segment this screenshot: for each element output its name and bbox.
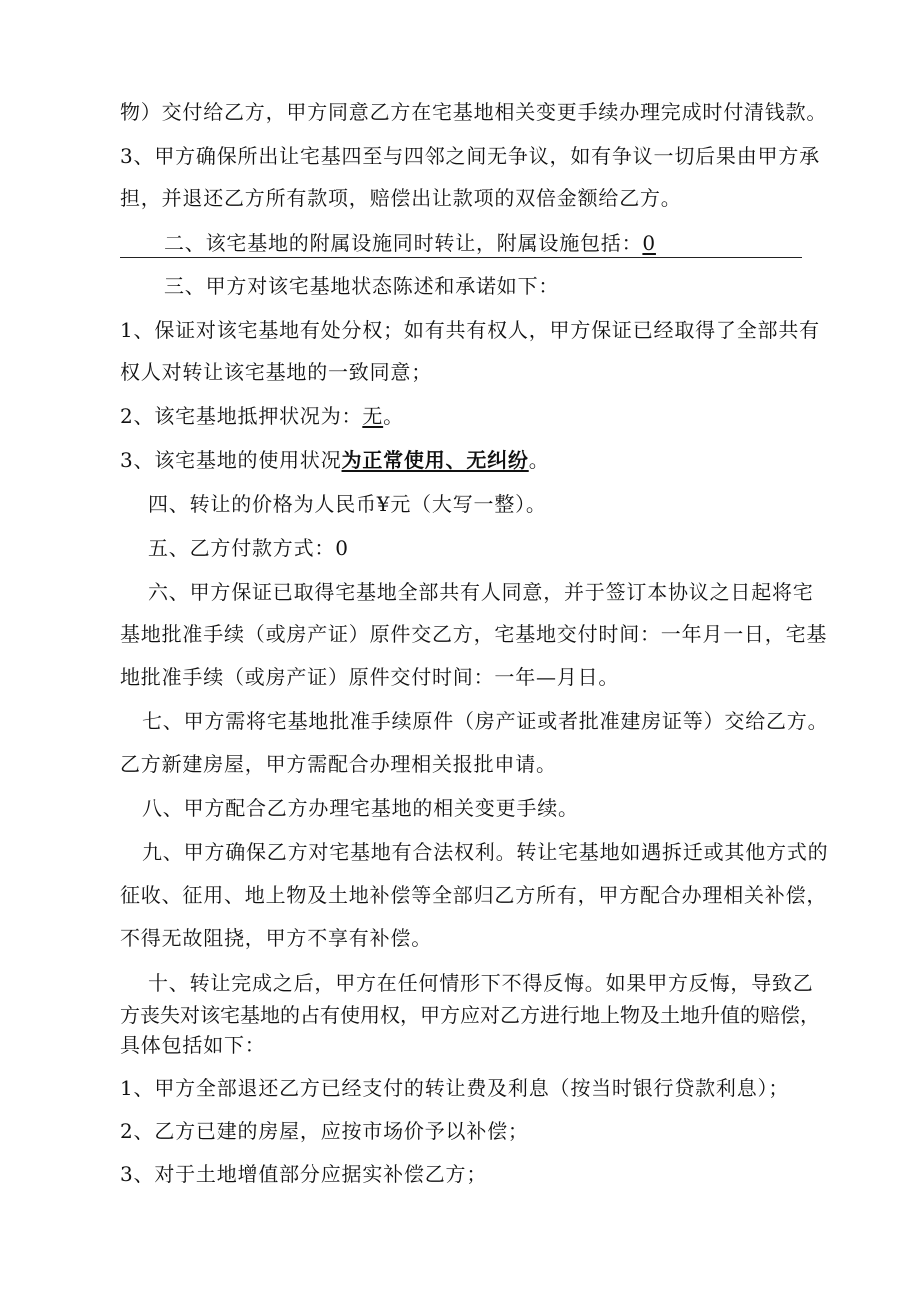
text-line: 方丧失对该宅基地的占有使用权，甲方应对乙方进行地上物及土地升值的赔偿， xyxy=(120,1003,820,1027)
mortgage-line xyxy=(120,402,810,430)
clause-2-text: 二、该宅基地的附属设施同时转让，附属设施包括： xyxy=(164,231,643,255)
list-item: 1、甲方全部退还乙方已经支付的转让费及利息（按当时银行贷款利息）； xyxy=(120,1076,790,1100)
text-line: 不得无故阻挠，甲方不享有补偿。 xyxy=(120,926,432,950)
punct: 。 xyxy=(528,448,550,472)
text-line: 物）交付给乙方，甲方同意乙方在宅基地相关变更手续办理完成时付清钱款。 xyxy=(120,100,828,124)
usage-value: 为正常使用、无纠纷 xyxy=(341,448,529,472)
text-line: 1、保证对该宅基地有处分权；如有共有权人，甲方保证已经取得了全部共有 xyxy=(120,318,820,342)
mortgage-value: 无 xyxy=(362,404,384,428)
clause-3-heading: 三、甲方对该宅基地状态陈述和承诺如下： xyxy=(164,274,560,298)
list-item: 2、乙方已建的房屋，应按市场价予以补偿； xyxy=(120,1119,529,1143)
list-item: 3、对于土地增值部分应据实补偿乙方； xyxy=(120,1162,488,1186)
clause-7: 七、甲方需将宅基地批准手续原件（房产证或者批准建房证等）交给乙方。 xyxy=(142,709,829,733)
text-line: 具体包括如下： xyxy=(120,1033,266,1057)
punct: 。 xyxy=(383,404,404,428)
clause-5: 五、乙方付款方式：0 xyxy=(148,536,349,560)
text-line: 基地批准手续（或房产证）原件交乙方，宅基地交付时间：一年月一日，宅基 xyxy=(120,622,828,646)
usage-label: 3、该宅基地的使用状况 xyxy=(120,448,342,472)
text-line: 征收、征用、地上物及土地补偿等全部归乙方所有，甲方配合办理相关补偿， xyxy=(120,883,828,907)
text-line: 担，并退还乙方所有款项，赔偿出让款项的双倍金额给乙方。 xyxy=(120,186,682,210)
text-line: 乙方新建房屋，甲方需配合办理相关报批申请。 xyxy=(120,752,557,776)
text-line: 地批准手续（或房产证）原件交付时间：一年—月日。 xyxy=(120,665,620,689)
text-line: 权人对转让该宅基地的一致同意； xyxy=(120,360,432,384)
clause-9: 九、甲方确保乙方对宅基地有合法权利。转让宅基地如遇拆迁或其他方式的 xyxy=(142,840,829,864)
clause-2-line xyxy=(120,229,854,257)
text-line: 3、甲方确保所出让宅基四至与四邻之间无争议，如有争议一切后果由甲方承 xyxy=(120,144,820,168)
clause-6: 六、甲方保证已取得宅基地全部共有人同意，并于签订本协议之日起将宅 xyxy=(148,580,814,604)
attached-facilities-value: 0 xyxy=(642,231,656,255)
clause-8: 八、甲方配合乙方办理宅基地的相关变更手续。 xyxy=(142,796,579,820)
mortgage-label: 2、该宅基地抵押状况为： xyxy=(120,404,363,428)
usage-line xyxy=(120,446,810,474)
underline-rule xyxy=(120,257,802,258)
clause-10: 十、转让完成之后，甲方在任何情形下不得反悔。如果甲方反悔，导致乙 xyxy=(148,971,814,995)
clause-4: 四、转让的价格为人民币¥元（大写一整）。 xyxy=(148,492,547,516)
